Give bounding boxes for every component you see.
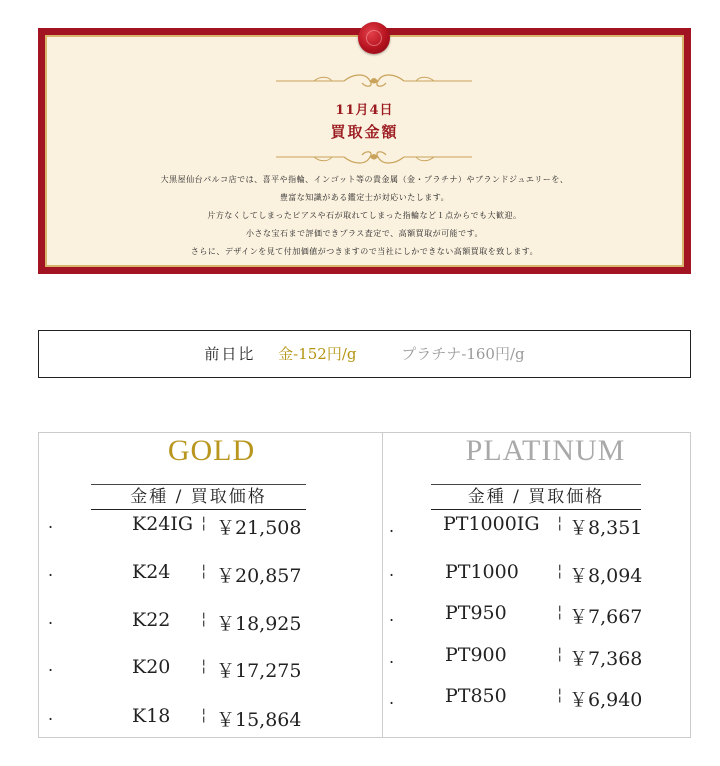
row-separator: ¦ [201,705,207,724]
row-separator: ¦ [201,513,207,532]
row-separator: ¦ [557,685,563,704]
flourish-ornament-bottom-icon [274,149,474,165]
row-separator: ¦ [557,644,563,663]
gold-price-row [39,609,364,633]
row-bullet: . [48,513,54,532]
row-bullet: . [389,561,395,580]
banner-date: 11月4日 [335,103,394,118]
description-line: 大黒屋仙台パルコ店では、喜平や指輪、インゴット等の貴金属（金・プラチナ）やブランドジュエリーを、 [160,175,569,184]
banner-description [47,171,682,261]
row-separator: ¦ [557,602,563,621]
row-separator: ¦ [557,513,563,532]
description-line: 豊富な知識がある鑑定士が対応いたします。 [279,193,450,202]
row-bullet: . [48,561,54,580]
row-bullet: . [389,689,395,708]
banner-panel [45,35,684,267]
metal-price: ￥8,351 [569,517,643,539]
platinum-price-row [383,602,691,626]
metal-price: ￥15,864 [216,709,302,731]
price-banner [38,28,691,274]
gold-header: 金種 / 買取価格 [91,484,306,510]
daily-change-label: 前日比 [204,345,256,363]
description-line: 小さな宝石まで評価できプラス査定で、高額買取が可能です。 [246,229,483,238]
row-bullet: . [48,609,54,628]
banner-title: 買取金額 [330,123,399,141]
row-bullet: . [389,606,395,625]
platinum-column [383,433,708,737]
metal-price: ￥7,368 [569,648,643,670]
price-table [38,432,691,738]
platinum-price-row [383,513,691,537]
platinum-price-row [383,644,691,668]
daily-change-box [38,330,691,378]
metal-price: ￥8,094 [569,565,643,587]
metal-price: ￥20,857 [216,565,302,587]
gold-title: GOLD [167,434,256,467]
metal-price: ￥17,275 [216,660,302,682]
row-separator: ¦ [201,609,207,628]
platinum-price-row [383,561,691,585]
gold-column [39,433,364,737]
row-separator: ¦ [201,656,207,675]
platinum-change: プラチナ-160円/g [401,345,525,363]
metal-name: K24 [132,561,171,583]
metal-name: K22 [132,609,171,631]
metal-name: PT900 [445,644,507,666]
gold-change: 金-152円/g [278,345,357,363]
gold-price-row [39,705,364,729]
metal-price: ￥6,940 [569,689,643,711]
metal-price: ￥21,508 [216,517,302,539]
gold-price-row [39,656,364,680]
metal-name: K18 [132,705,171,727]
metal-name: PT1000IG [443,513,540,535]
flourish-ornament-top-icon [274,73,474,89]
row-bullet: . [389,648,395,667]
description-line: 片方なくしてしまったピアスや石が取れてしまった指輪など１点からでも大歓迎。 [207,211,522,220]
metal-name: K24IG [132,513,194,535]
row-bullet: . [48,656,54,675]
metal-price: ￥18,925 [216,613,302,635]
wax-seal-icon [358,22,390,54]
row-separator: ¦ [201,561,207,580]
row-bullet: . [389,517,395,536]
metal-name: K20 [132,656,171,678]
gold-price-row [39,513,364,537]
platinum-price-row [383,685,691,709]
description-line: さらに、デザインを見て付加価値がつきますので当社にしかできない高額買取を致します。 [190,247,539,256]
platinum-header: 金種 / 買取価格 [431,484,641,510]
metal-name: PT1000 [445,561,519,583]
gold-price-row [39,561,364,585]
metal-name: PT850 [445,685,507,707]
row-bullet: . [48,705,54,724]
platinum-title: PLATINUM [465,434,626,467]
row-separator: ¦ [557,561,563,580]
metal-name: PT950 [445,602,507,624]
metal-price: ￥7,667 [569,606,643,628]
